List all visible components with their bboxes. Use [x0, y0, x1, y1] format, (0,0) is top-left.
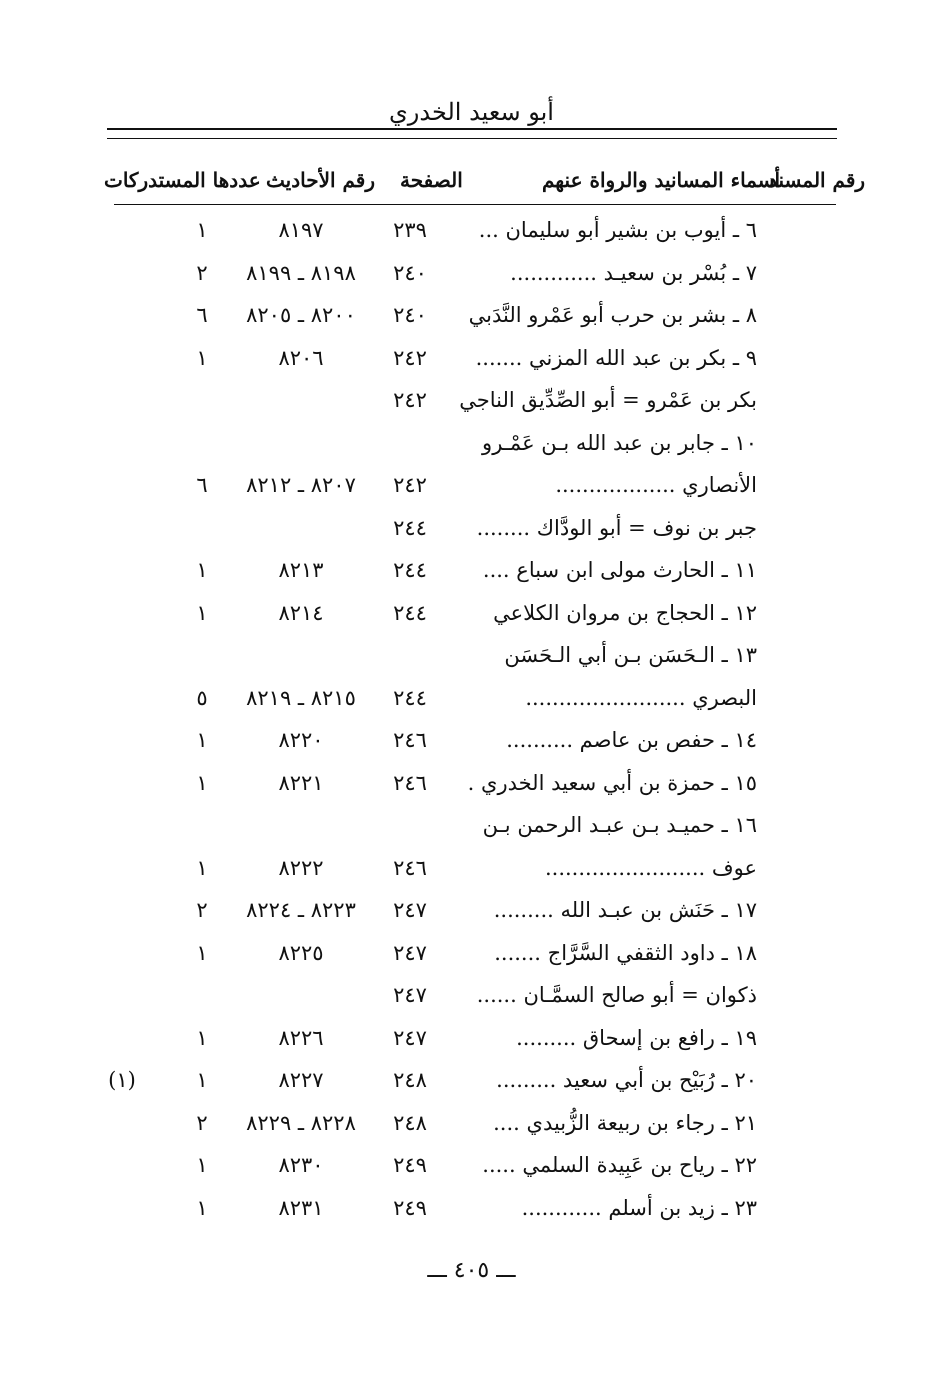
row-count: ٥	[196, 685, 208, 710]
row-name: ١٣ ـ الـحَسَن بـن أبي الـحَسَن	[504, 643, 757, 667]
row-name: عوف ........................	[544, 855, 757, 880]
row-count: ٦	[196, 303, 208, 327]
row-count: ١	[196, 1195, 208, 1220]
row-hadith-numbers: ٨٢١٤	[278, 600, 324, 625]
row-count: ١	[196, 728, 208, 752]
table-row	[0, 552, 943, 595]
row-hadith-numbers: ٨٢٢٥	[278, 940, 324, 965]
index-table	[0, 212, 943, 1232]
table-row	[0, 382, 943, 425]
table-header	[0, 168, 943, 204]
table-row	[0, 1062, 943, 1105]
row-name: ١١ ـ الحارث مولى ابن سباع ....	[482, 558, 757, 582]
row-name: بكر بن عَمْرو = أبو الصِّدِّيق الناجي	[459, 388, 757, 412]
row-hadith-numbers: ٨٢٢٣ ـ ٨٢٢٤	[246, 898, 356, 922]
title-rule-thick	[107, 128, 837, 130]
row-count: ١	[196, 1153, 208, 1177]
row-hadith-numbers: ٨٢٠٧ ـ ٨٢١٢	[246, 473, 356, 497]
row-page: ٢٤٤	[393, 558, 427, 582]
table-row	[0, 1020, 943, 1063]
row-page: ٢٤٤	[393, 515, 427, 540]
row-hadith-numbers: ٨٢٢٧	[278, 1068, 324, 1092]
row-count: ١	[196, 1025, 208, 1050]
row-name: ذكوان = أبو صالح السمَّـان ......	[476, 983, 757, 1007]
row-count: ٢	[196, 898, 208, 922]
header-rule	[114, 204, 836, 205]
header-names: أسماء المسانيد والرواة عنهم	[542, 168, 781, 192]
table-row	[0, 340, 943, 383]
row-hadith-numbers: ٨١٩٧	[278, 218, 324, 242]
row-name: ١٠ ـ جابر بن عبد الله بـن عَمْـرو	[482, 430, 757, 455]
row-name: البصري ........................	[525, 685, 757, 710]
row-name: ١٨ ـ داود الثقفي السَّرَّاج .......	[494, 940, 757, 965]
table-row	[0, 1105, 943, 1148]
row-page: ٢٤٩	[393, 1153, 427, 1177]
row-count: ١	[196, 770, 208, 795]
table-row	[0, 1190, 943, 1233]
row-name: ٢٢ ـ رياح بن عَبِيدة السلمي .....	[482, 1153, 757, 1177]
table-row	[0, 680, 943, 723]
table-row	[0, 297, 943, 340]
row-count: ٢	[196, 1110, 208, 1135]
row-name: ١٦ ـ حميـد بـن عبـد الرحمن بـن	[482, 813, 757, 837]
header-musnad-number: رقم المسند	[768, 168, 866, 192]
row-page: ٢٤٤	[393, 685, 427, 710]
row-page: ٢٤٧	[393, 983, 427, 1007]
header-count-mustadrakat: عددها المستدركات	[104, 168, 261, 192]
row-name: ٦ ـ أيوب بن بشير أبو سليمان ...	[478, 218, 757, 242]
table-row	[0, 637, 943, 680]
row-page: ٢٤٢	[393, 473, 427, 497]
row-hadith-numbers: ٨٢٢٦	[278, 1025, 324, 1050]
row-count: ١	[196, 345, 208, 370]
row-count: ١	[196, 558, 208, 582]
row-page: ٢٣٩	[393, 218, 427, 242]
row-hadith-numbers: ٨٢٣١	[278, 1195, 324, 1220]
row-page: ٢٤٤	[393, 600, 427, 625]
row-name: جبر بن نوف = أبو الودَّاك ........	[476, 515, 757, 540]
table-row	[0, 510, 943, 553]
row-name: ١٧ ـ حَنَش بن عبـد الله .........	[493, 898, 757, 922]
row-page: ٢٤٧	[393, 1025, 427, 1050]
row-hadith-numbers: ٨٢٢٨ ـ ٨٢٢٩	[246, 1110, 356, 1135]
row-page: ٢٤٠	[393, 303, 427, 327]
row-hadith-numbers: ٨١٩٨ ـ ٨١٩٩	[246, 260, 356, 285]
row-name: ٨ ـ بشر بن حرب أبو عَمْرو النَّدَبي	[468, 303, 757, 327]
title-rule-thin	[107, 138, 837, 139]
row-count: ٦	[196, 473, 208, 497]
row-name: ٢١ ـ رجاء بن ربيعة الزُّبيدي ....	[493, 1110, 757, 1135]
table-row	[0, 425, 943, 468]
row-count: ١	[196, 855, 208, 880]
table-row	[0, 935, 943, 978]
row-name: ١٥ ـ حمزة بن أبي سعيد الخدري .	[467, 770, 757, 795]
row-hadith-numbers: ٨٢٢١	[278, 770, 324, 795]
row-name: ٧ ـ بُسْر بن سعيـد .............	[510, 260, 757, 285]
page-title: أبو سعيد الخدري	[389, 98, 554, 126]
header-page: الصفحة	[400, 168, 463, 192]
row-count: ١	[196, 218, 208, 242]
table-row	[0, 977, 943, 1020]
table-row	[0, 255, 943, 298]
row-page: ٢٤٢	[393, 345, 427, 370]
row-page: ٢٤٨	[393, 1110, 427, 1135]
table-row	[0, 765, 943, 808]
table-row	[0, 1147, 943, 1190]
table-row	[0, 212, 943, 255]
table-row	[0, 892, 943, 935]
table-row	[0, 595, 943, 638]
row-name: ٢٣ ـ زيد بن أسلم ............	[521, 1195, 757, 1220]
row-note: (١)	[108, 1068, 136, 1092]
row-hadith-numbers: ٨٢١٣	[278, 558, 324, 582]
row-name: ٩ ـ بكر بن عبد الله المزني .......	[475, 345, 757, 370]
row-count: ١	[196, 600, 208, 625]
row-page: ٢٤٦	[393, 855, 427, 880]
row-page: ٢٤٩	[393, 1195, 427, 1220]
row-page: ٢٤٧	[393, 898, 427, 922]
row-page: ٢٤٠	[393, 260, 427, 285]
row-count: ١	[196, 1068, 208, 1092]
table-row	[0, 467, 943, 510]
row-hadith-numbers: ٨٢٠٦	[278, 345, 324, 370]
row-name: ١٩ ـ رافع بن إسحاق .........	[516, 1025, 757, 1050]
row-hadith-numbers: ٨٢١٥ ـ ٨٢١٩	[246, 685, 356, 710]
row-page: ٢٤٦	[393, 770, 427, 795]
table-row	[0, 807, 943, 850]
row-hadith-numbers: ٨٢٢٢	[278, 855, 324, 880]
row-count: ١	[196, 940, 208, 965]
header-hadith-numbers: رقم الأحاديث	[266, 168, 376, 192]
row-page: ٢٤٧	[393, 940, 427, 965]
row-name: الأنصاري ..................	[555, 473, 757, 497]
row-name: ٢٠ ـ رُبَيْح بن أبي سعيد .........	[496, 1068, 757, 1092]
row-count: ٢	[196, 260, 208, 285]
row-hadith-numbers: ٨٢٠٠ ـ ٨٢٠٥	[246, 303, 356, 327]
row-page: ٢٤٦	[393, 728, 427, 752]
page-number: ـــ ٤٠٥ ـــ	[427, 1258, 516, 1283]
row-hadith-numbers: ٨٢٢٠	[278, 728, 324, 752]
row-name: ١٢ ـ الحجاج بن مروان الكلاعي	[493, 600, 757, 625]
table-row	[0, 722, 943, 765]
row-page: ٢٤٢	[393, 388, 427, 412]
row-hadith-numbers: ٨٢٣٠	[278, 1153, 324, 1177]
row-name: ١٤ ـ حفص بن عاصم ..........	[506, 728, 757, 752]
table-row	[0, 850, 943, 893]
row-page: ٢٤٨	[393, 1068, 427, 1092]
